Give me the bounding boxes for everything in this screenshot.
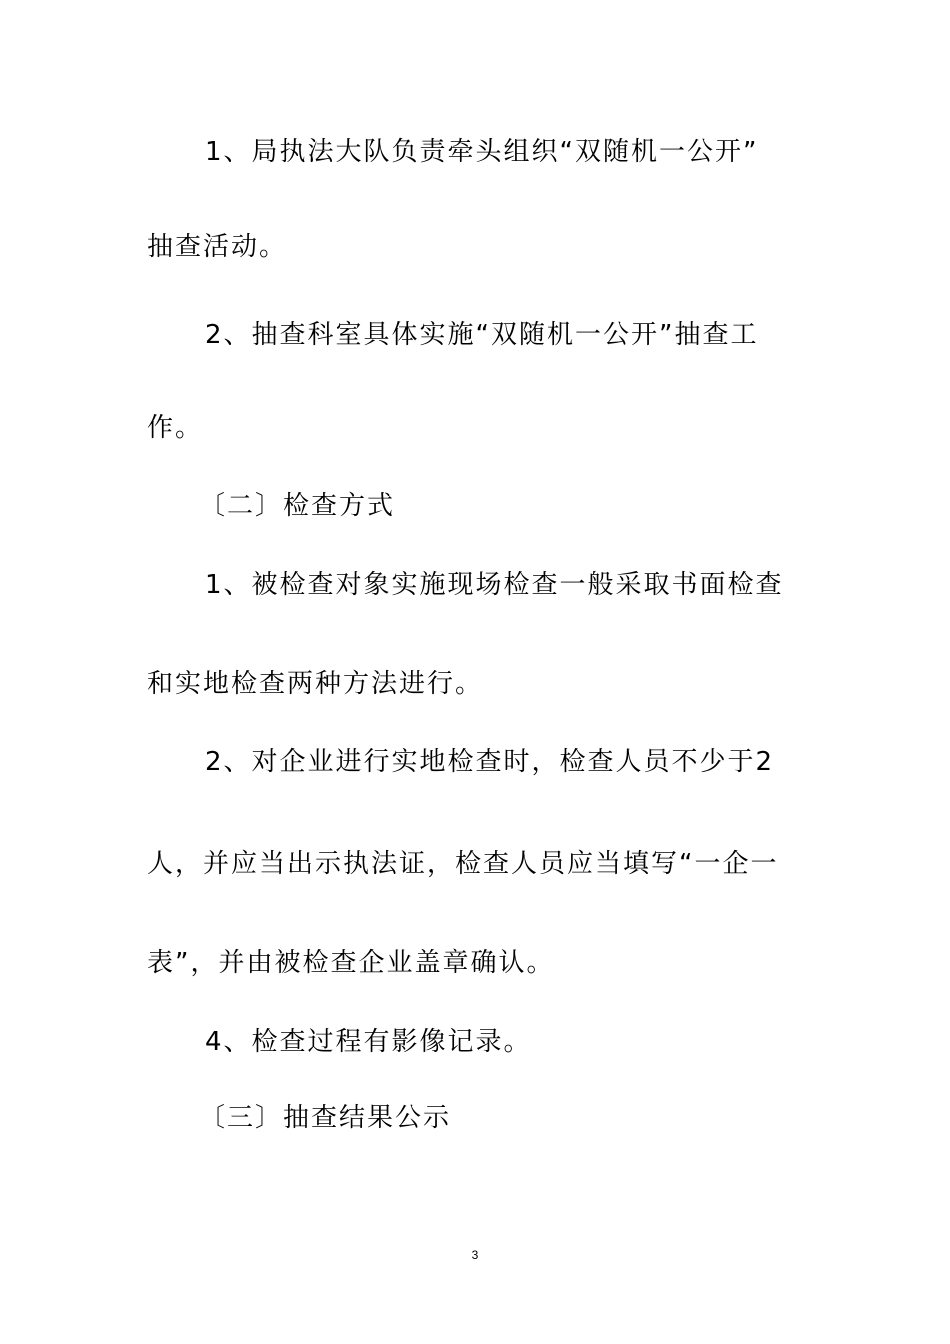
section-heading-result-publication: 〔三〕抽查结果公示 bbox=[199, 1103, 452, 1133]
paragraph-line-7: 2、对企业进行实地检查时，检查人员不少于2 bbox=[205, 747, 775, 777]
paragraph-line-1: 1、局执法大队负责牵头组织“双随机一公开” bbox=[205, 137, 759, 167]
paragraph-line-2: 抽查活动。 bbox=[147, 232, 288, 262]
paragraph-line-9: 表”，并由被检查企业盖章确认。 bbox=[147, 948, 555, 978]
paragraph-line-4: 作。 bbox=[147, 413, 204, 443]
paragraph-line-10: 4、检查过程有影像记录。 bbox=[205, 1027, 532, 1057]
page-number: 3 bbox=[471, 1248, 479, 1262]
paragraph-line-8: 人，并应当出示执法证，检查人员应当填写“一企一 bbox=[147, 849, 779, 879]
paragraph-line-6: 和实地检查两种方法进行。 bbox=[147, 669, 484, 699]
paragraph-line-5: 1、被检查对象实施现场检查一般采取书面检查 bbox=[205, 570, 784, 600]
paragraph-line-3: 2、抽查科室具体实施“双随机一公开”抽查工 bbox=[205, 320, 759, 350]
section-heading-inspection-method: 〔二〕检查方式 bbox=[199, 491, 396, 521]
